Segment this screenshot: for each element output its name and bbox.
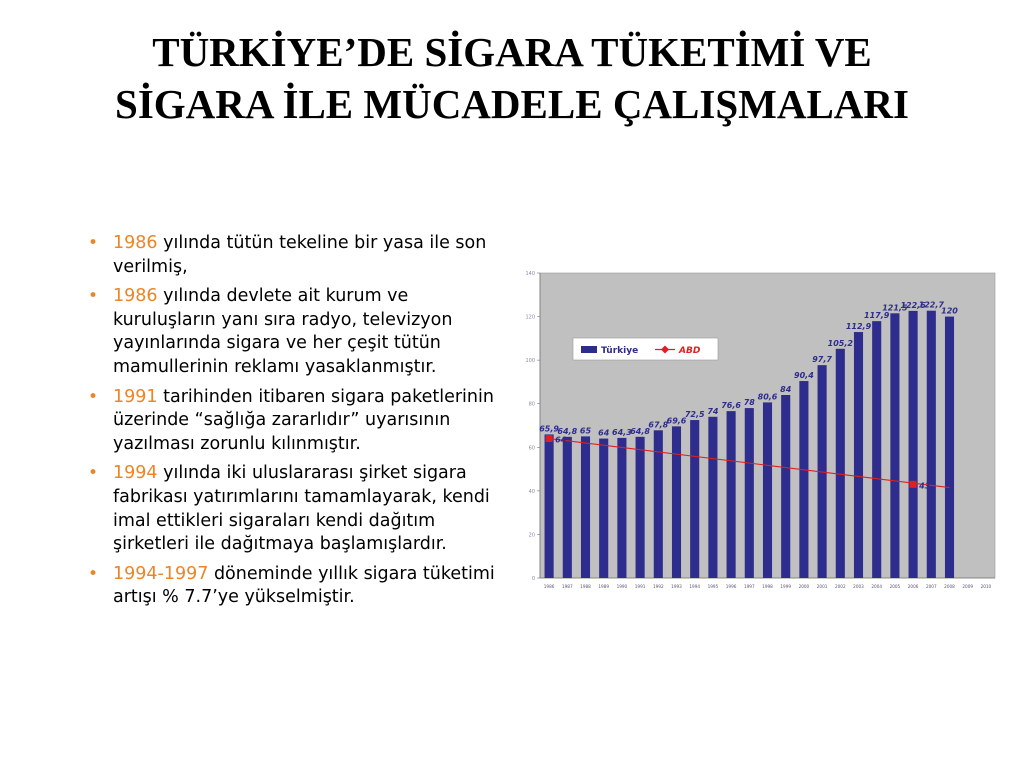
bar (799, 381, 808, 578)
bullet-list (88, 232, 500, 616)
bullet-item (88, 462, 500, 556)
bullet-dot-icon: • (88, 233, 99, 253)
bar (690, 420, 699, 578)
bar-data-label: 64 (598, 428, 610, 438)
bullet-text: yılında tütün tekeline bir yasa ile son verilmiş, (113, 233, 487, 277)
y-tick-label: 100 (525, 358, 535, 365)
bar (763, 402, 772, 578)
bar-data-label: 72,5 (684, 410, 705, 420)
y-tick-label: 20 (528, 532, 535, 539)
bar (890, 313, 899, 578)
x-tick-label: 2001 (816, 584, 828, 589)
x-tick-label: 1990 (616, 584, 628, 589)
bar (617, 438, 626, 578)
bullet-item (88, 563, 500, 610)
slide-title (0, 26, 1024, 130)
title-line-1: TÜRKİYE’DE SİGARA TÜKETİMİ VE (152, 29, 872, 75)
abd-point-marker (546, 435, 553, 442)
y-tick-label: 0 (531, 576, 535, 582)
bar-data-label: 69,6 (666, 416, 687, 426)
chart-svg (515, 268, 1000, 593)
abd-point-marker (910, 481, 917, 488)
x-tick-label: 2009 (962, 584, 974, 589)
title-line-2: SİGARA İLE MÜCADELE ÇALIŞMALARI (115, 81, 909, 127)
legend-label-turkiye: Türkiye (601, 346, 639, 356)
x-tick-label: 1989 (598, 584, 610, 589)
x-tick-label: 1999 (780, 584, 792, 589)
x-tick-label: 1986 (543, 584, 555, 589)
bullet-text: tarihinden itibaren sigara paketlerinin üzerinde “sağlığa zararlıdır” uyarısının yazılması zorunlu kılınmıştır. (113, 386, 494, 454)
bar-data-label: 120 (941, 306, 958, 316)
bar (745, 408, 754, 578)
bar-data-label: 80,6 (757, 392, 778, 402)
y-tick-label: 60 (528, 445, 535, 452)
x-tick-label: 1988 (580, 584, 591, 589)
y-tick-label: 120 (525, 314, 535, 321)
x-tick-label: 2002 (834, 584, 846, 589)
bar-data-label: 65 (579, 426, 592, 436)
bullet-item (88, 285, 500, 379)
bar-data-label: 78 (743, 398, 755, 408)
bar (545, 434, 554, 578)
x-tick-label: 2005 (889, 584, 901, 589)
abd-data-label: 43 (919, 481, 931, 491)
bar-data-label: 122,7 (918, 300, 944, 310)
abd-data-label: 64 (555, 435, 567, 445)
bar (909, 311, 918, 578)
bullet-item (88, 386, 500, 457)
bar-data-label: 121,5 (882, 303, 908, 313)
bar-data-label: 97,7 (812, 355, 832, 365)
bar (636, 437, 645, 578)
bullet-dot-icon: • (88, 563, 99, 584)
x-tick-label: 1994 (689, 584, 701, 589)
bar-data-label: 122,6 (900, 300, 926, 310)
bar (581, 436, 590, 578)
bar-data-label: 76,6 (721, 401, 741, 411)
bar-data-label: 65,9 (539, 424, 559, 434)
x-tick-label: 1992 (652, 584, 664, 589)
bar-data-label: 67,8 (648, 420, 669, 430)
bullet-item (88, 232, 500, 279)
bar-data-label: 74 (707, 406, 719, 416)
legend-label-abd: ABD (679, 346, 701, 356)
bar (836, 349, 845, 578)
x-tick-label: 1997 (743, 584, 755, 589)
bullet-dot-icon: • (88, 463, 99, 484)
bar-data-label: 64,3 (612, 427, 632, 437)
bar (563, 437, 572, 578)
bullet-year: 1994-1997 (113, 563, 209, 584)
x-tick-label: 1996 (725, 584, 737, 589)
bar-data-label: 117,9 (864, 311, 890, 321)
x-tick-label: 1998 (762, 584, 773, 589)
y-tick-label: 40 (528, 488, 535, 495)
x-tick-label: 2007 (925, 584, 937, 589)
bar (599, 439, 608, 578)
consumption-chart (515, 268, 1000, 593)
y-tick-label: 140 (525, 271, 535, 277)
bar-data-label: 105,2 (827, 338, 853, 348)
x-tick-label: 2006 (907, 584, 919, 589)
x-tick-label: 1995 (707, 584, 719, 589)
bar (927, 311, 936, 578)
bar (708, 417, 717, 578)
bar (727, 411, 736, 578)
x-tick-label: 2000 (798, 584, 810, 589)
bar-data-label: 64,8 (630, 426, 650, 436)
bullet-dot-icon: • (88, 286, 99, 307)
bar (872, 321, 881, 578)
legend-swatch-turkiye (581, 346, 597, 353)
bullet-year: 1994 (113, 463, 158, 484)
x-tick-label: 2008 (944, 584, 955, 589)
bar-data-label: 112,9 (845, 322, 872, 332)
bar (945, 317, 954, 578)
x-tick-label: 1987 (561, 584, 573, 589)
bullet-text: yılında iki uluslararası şirket sigara fabrikası yatırımlarını tamamlayarak, kendi imal ettikleri sigaraları kendi dağıtım şirketleri ile dağıtmaya başlamışlardır. (113, 463, 490, 555)
x-tick-label: 2003 (853, 584, 864, 589)
bar-data-label: 90,4 (794, 371, 814, 381)
bar (854, 332, 863, 578)
y-tick-label: 80 (528, 401, 535, 408)
bullet-year: 1986 (113, 286, 158, 307)
x-tick-label: 2004 (871, 584, 883, 589)
bullet-year: 1991 (113, 386, 158, 407)
bar (672, 426, 681, 578)
x-tick-label: 1993 (671, 584, 682, 589)
bullet-year: 1986 (113, 233, 158, 253)
bar-data-label: 84 (780, 385, 792, 394)
x-tick-label: 2010 (980, 584, 992, 589)
x-tick-label: 1991 (634, 584, 646, 589)
bar-data-label: 64,8 (557, 426, 578, 436)
bullet-text: döneminde yıllık sigara tüketimi artışı % 7.7’ye yükselmiştir. (113, 563, 495, 608)
bullet-dot-icon: • (88, 386, 99, 407)
bar (781, 395, 790, 578)
bullet-text: yılında devlete ait kurum ve kuruluşların yanı sıra radyo, televizyon yayınlarında sigara ve her çeşit tütün mamullerinin reklamı yasaklanmıştır. (113, 286, 453, 377)
